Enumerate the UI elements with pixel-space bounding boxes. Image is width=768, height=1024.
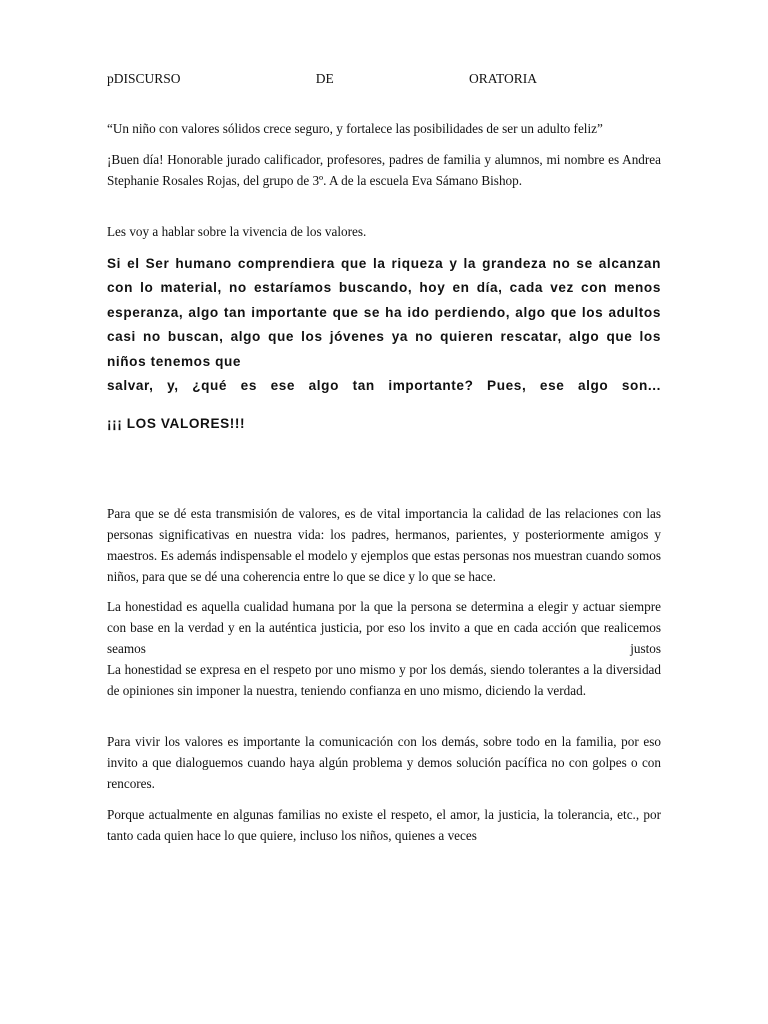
title-word-2: DE bbox=[315, 71, 334, 86]
bold-paragraph-last-line: salvar, y, ¿qué es ese algo tan importante? Pues, ese algo son... bbox=[107, 378, 661, 394]
title-word-1: pDISCURSO bbox=[107, 71, 181, 86]
paragraph-families: Porque actualmente en algunas familias no existe el respeto, el amor, la justicia, la tolerancia, etc., por tanto cada quien hace lo que quiere, incluso los niños, quienes a veces bbox=[107, 807, 661, 844]
opening-quote: “Un niño con valores sólidos crece seguro, y fortalece las posibilidades de ser un adulto feliz” bbox=[107, 121, 603, 136]
intro-paragraph: Les voy a hablar sobre la vivencia de los valores. bbox=[107, 224, 367, 239]
bold-paragraph-text: Si el Ser humano comprendiera que la riqueza y la grandeza no se alcanzan con lo material, no estaríamos buscando, hoy en día, cada vez con menos esperanza, algo tan importante que se ha ido perdiendo, algo que los adultos casi no buscan, algo que los jóvenes ya no quieren rescatar, algo que los niños tenemos que bbox=[107, 256, 661, 369]
paragraph-honesty-respect: La honestidad se expresa en el respeto por uno mismo y por los demás, siendo tolerantes a la diversidad de opiniones sin imponer la nuestra, teniendo confianza en uno mismo, diciendo la verdad. bbox=[107, 662, 661, 699]
title-word-3: ORATORIA bbox=[468, 71, 537, 86]
document-body bbox=[107, 70, 661, 846]
document-title bbox=[107, 70, 537, 88]
values-heading: ¡¡¡ LOS VALORES!!! bbox=[107, 416, 246, 432]
paragraph-honesty: La honestidad es aquella cualidad humana por la que la persona se determina a elegir y actuar siempre con base en la verdad y en la auténtica justicia, por eso los invito a que en cada acción que realicemos seamos justos bbox=[107, 599, 661, 657]
bold-paragraph bbox=[107, 252, 661, 398]
paragraph-communication: Para vivir los valores es importante la comunicación con los demás, sobre todo en la familia, por eso invito a que dialoguemos cuando haya algún problema y demos solución pacífica no con golpes o con rencores. bbox=[107, 734, 661, 792]
greeting-paragraph: ¡Buen día! Honorable jurado calificador, profesores, padres de familia y alumnos, mi nombre es Andrea Stephanie Rosales Rojas, del grupo de 3º. A de la escuela Eva Sámano Bishop. bbox=[107, 152, 661, 188]
paragraph-transmission: Para que se dé esta transmisión de valores, es de vital importancia la calidad de las relaciones con las personas significativas en nuestra vida: los padres, hermanos, parientes, y posteriormente amigos y maestros. Es además indispensable el modelo y ejemplos que estas personas nos muestran cuando somos niños, para que se dé una coherencia entre lo que se dice y lo que se hace. bbox=[107, 506, 661, 585]
